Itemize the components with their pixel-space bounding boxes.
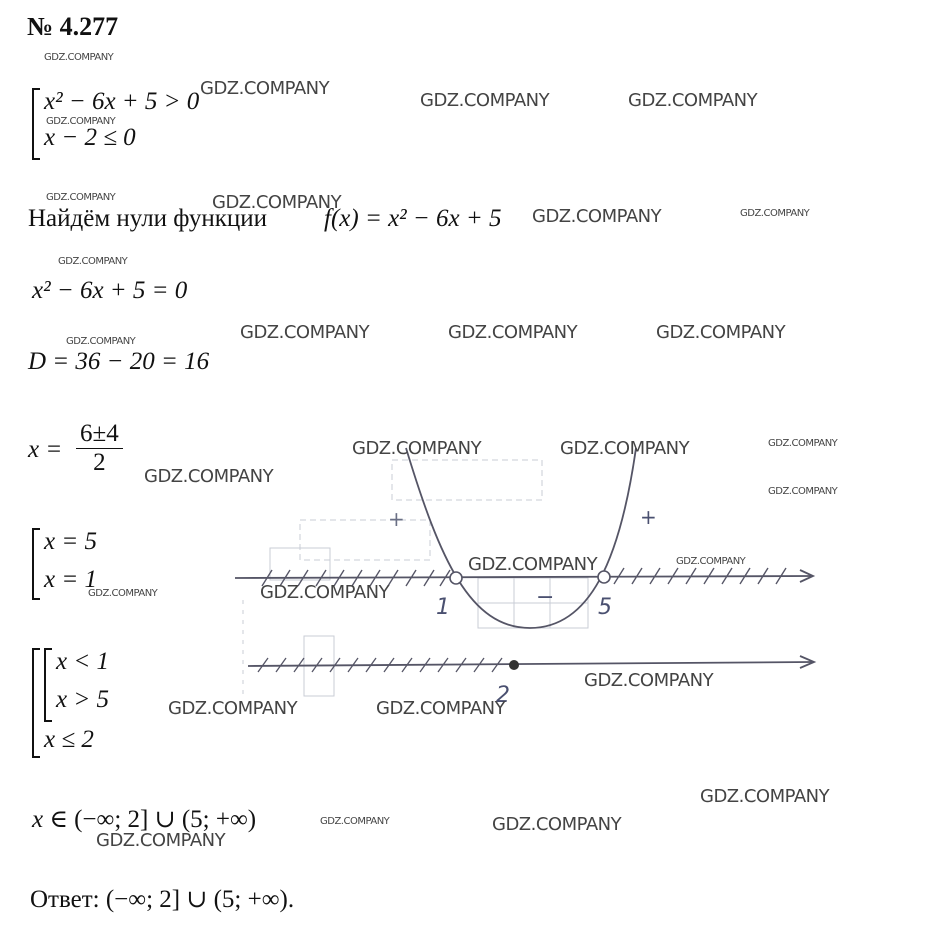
combined-outer-bracket bbox=[32, 648, 40, 758]
graph-label-2: 2 bbox=[496, 683, 510, 708]
watermark: GDZ.COMPANY bbox=[584, 670, 714, 691]
watermark: GDZ.COMPANY bbox=[740, 208, 810, 219]
open-point-1 bbox=[450, 572, 462, 584]
watermark: GDZ.COMPANY bbox=[492, 814, 622, 835]
watermark: GDZ.COMPANY bbox=[144, 466, 274, 487]
roots-lhs: x = bbox=[28, 436, 63, 463]
watermark: GDZ.COMPANY bbox=[240, 322, 370, 343]
answer-label: Ответ: bbox=[30, 886, 100, 913]
watermark: GDZ.COMPANY bbox=[532, 206, 662, 227]
graph-label-1: 1 bbox=[436, 595, 450, 620]
root-x5: x = 5 bbox=[44, 528, 97, 555]
quadratic-equation: x² − 6x + 5 = 0 bbox=[32, 277, 188, 304]
watermark: GDZ.COMPANY bbox=[320, 816, 390, 827]
watermark: GDZ.COMPANY bbox=[352, 438, 482, 459]
watermark: GDZ.COMPANY bbox=[88, 588, 158, 599]
watermark: GDZ.COMPANY bbox=[700, 786, 830, 807]
watermark: GDZ.COMPANY bbox=[676, 556, 746, 567]
watermark: GDZ.COMPANY bbox=[448, 322, 578, 343]
answer-value: (−∞; 2] ∪ (5; +∞). bbox=[105, 886, 295, 913]
watermark: GDZ.COMPANY bbox=[628, 90, 758, 111]
watermark: GDZ.COMPANY bbox=[96, 830, 226, 851]
roots-numerator: 6±4 bbox=[76, 420, 123, 449]
watermark: GDZ.COMPANY bbox=[58, 256, 128, 267]
solution-lhs: x ∈ bbox=[32, 806, 68, 833]
problem-number: № 4.277 bbox=[27, 12, 119, 41]
watermark: GDZ.COMPANY bbox=[656, 322, 786, 343]
watermark: GDZ.COMPANY bbox=[768, 438, 838, 449]
watermark: GDZ.COMPANY bbox=[212, 192, 342, 213]
system-line-2: x − 2 ≤ 0 bbox=[44, 124, 136, 151]
lower-axis bbox=[248, 662, 812, 666]
cond-x-less-1: x < 1 bbox=[56, 648, 109, 675]
find-zeros-text: Найдём нули функции bbox=[28, 205, 268, 232]
sign-minus: − bbox=[536, 585, 555, 610]
graph-label-5: 5 bbox=[598, 595, 612, 620]
combined-inner-bracket bbox=[44, 648, 52, 722]
sign-plus-right: + bbox=[640, 505, 657, 529]
open-point-5 bbox=[598, 571, 610, 583]
sign-plus-left: + bbox=[388, 507, 405, 531]
system-line-1: x² − 6x + 5 > 0 bbox=[44, 88, 200, 115]
watermark: GDZ.COMPANY bbox=[46, 116, 116, 127]
roots-fraction bbox=[76, 420, 123, 477]
watermark: GDZ.COMPANY bbox=[560, 438, 690, 459]
root-x1: x = 1 bbox=[44, 566, 97, 593]
discriminant: D = 36 − 20 = 16 bbox=[28, 348, 210, 375]
function-definition: f(x) = x² − 6x + 5 bbox=[324, 205, 502, 232]
watermark: GDZ.COMPANY bbox=[420, 90, 550, 111]
root-set-bracket bbox=[32, 528, 40, 600]
watermark: GDZ.COMPANY bbox=[200, 78, 330, 99]
watermark: GDZ.COMPANY bbox=[376, 698, 506, 719]
watermark: GDZ.COMPANY bbox=[468, 554, 598, 575]
watermark: GDZ.COMPANY bbox=[768, 486, 838, 497]
watermark: GDZ.COMPANY bbox=[46, 192, 116, 203]
watermark: GDZ.COMPANY bbox=[168, 698, 298, 719]
system-bracket bbox=[32, 88, 40, 160]
solution-set: (−∞; 2] ∪ (5; +∞) bbox=[74, 806, 257, 833]
cond-x-le-2: x ≤ 2 bbox=[44, 726, 94, 753]
roots-denominator: 2 bbox=[93, 449, 106, 476]
answer-line bbox=[30, 884, 294, 914]
watermark: GDZ.COMPANY bbox=[260, 582, 390, 603]
cond-x-greater-5: x > 5 bbox=[56, 686, 109, 713]
watermark: GDZ.COMPANY bbox=[66, 336, 136, 347]
watermark: GDZ.COMPANY bbox=[44, 52, 114, 63]
closed-point-2 bbox=[509, 660, 519, 670]
